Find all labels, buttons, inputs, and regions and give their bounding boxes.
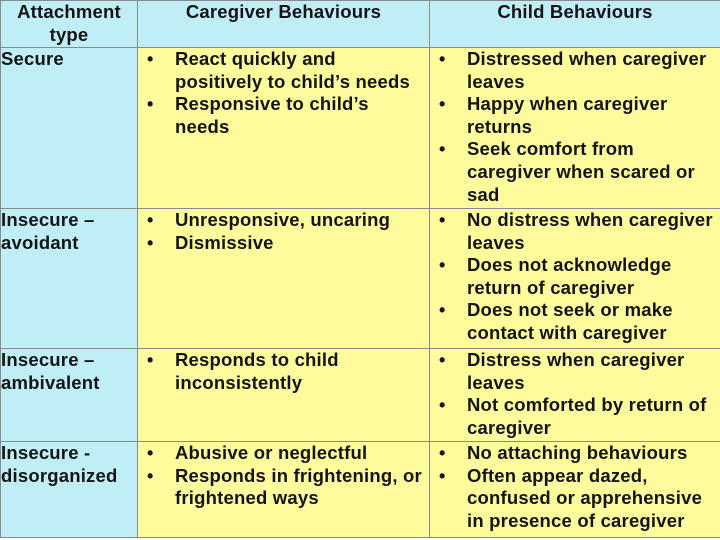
attachment-type-label: Secure — [1, 48, 64, 69]
attachment-type-label-line-2: ambivalent — [1, 371, 100, 393]
attachment-type-cell — [1, 349, 138, 442]
attachment-type-label-line-2: avoidant — [1, 231, 79, 253]
bullet-item: • Often appear dazed, confused or apprehensive in presence of caregiver — [430, 465, 720, 533]
bullet-item: • Does not seek or make contact with caregiver — [430, 299, 720, 344]
bullet-item: • Does not acknowledge return of caregiver — [430, 254, 720, 299]
bullet-item: • No attaching behaviours — [430, 442, 720, 465]
attachment-type-label-line-1: Insecure - — [1, 442, 91, 463]
caregiver-behaviours-cell — [138, 442, 430, 538]
child-behaviours-cell — [430, 209, 720, 349]
bullet-item: • Responds to child inconsistently — [138, 349, 429, 394]
caregiver-behaviours-cell — [138, 349, 430, 442]
bullet-item: • Responsive to child’s needs — [138, 93, 429, 138]
table-row-secure — [1, 48, 720, 209]
bullet-item: • Dismissive — [138, 232, 429, 255]
bullet-item: • Abusive or neglectful — [138, 442, 429, 465]
bullet-item: • Distressed when caregiver leaves — [430, 48, 720, 93]
caregiver-behaviours-cell — [138, 209, 430, 349]
header-attachment-type — [1, 1, 138, 48]
bullet-item: • React quickly and positively to child’s needs — [138, 48, 429, 93]
table-row-insecure-ambivalent — [1, 349, 720, 442]
header-child-behaviours: Child Behaviours — [430, 1, 720, 48]
child-behaviours-cell — [430, 48, 720, 209]
bullet-item: • Distress when caregiver leaves — [430, 349, 720, 394]
attachment-type-cell — [1, 442, 138, 538]
header-caregiver-behaviours: Caregiver Behaviours — [138, 1, 430, 48]
caregiver-behaviours-cell — [138, 48, 430, 209]
bullet-item: • Responds in frightening, or frightened ways — [138, 465, 429, 510]
attachment-type-cell — [1, 209, 138, 349]
table-row-insecure-avoidant — [1, 209, 720, 349]
table-row-insecure-disorganized — [1, 442, 720, 538]
child-behaviours-cell — [430, 349, 720, 442]
bullet-item: • Happy when caregiver returns — [430, 93, 720, 138]
header-attachment-type-line-1: Attachment — [17, 1, 121, 22]
header-row — [1, 1, 720, 48]
bullet-item: • No distress when caregiver leaves — [430, 209, 720, 254]
attachment-type-label-line-1: Insecure – — [1, 349, 95, 370]
header-attachment-type-line-2: type — [49, 23, 89, 45]
attachment-type-label-line-2: disorganized — [1, 464, 118, 486]
child-behaviours-cell — [430, 442, 720, 538]
bullet-item: • Not comforted by return of caregiver — [430, 394, 720, 439]
bullet-item: • Unresponsive, uncaring — [138, 209, 429, 232]
bullet-item: • Seek comfort from caregiver when scared or sad — [430, 138, 720, 206]
attachment-type-cell — [1, 48, 138, 209]
attachment-type-label-line-1: Insecure – — [1, 209, 95, 230]
